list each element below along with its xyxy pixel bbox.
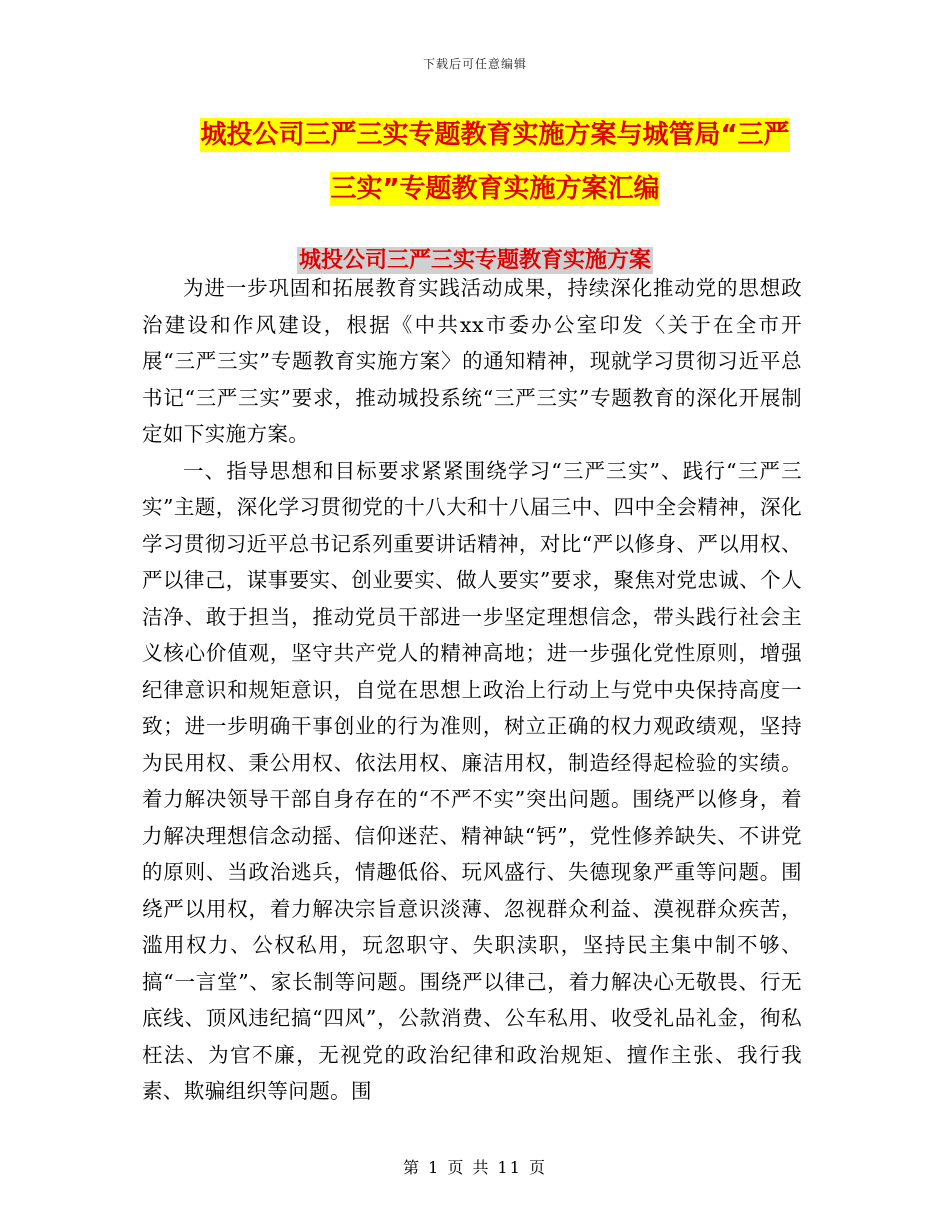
body-paragraph: 一、指导思想和目标要求紧紧围绕学习“三严三实”、践行“三严三实”主题，深化学习贯彻党的十八大和十八届三中、四中全会精神，深化学习贯彻习近平总书记系列重要讲话精神，对比“严以修身、严以用权、严以律己，谋事要实、创业要实、做人要实”要求，聚焦对党忠诚、个人洁净、敢于担当，推动党员干部进一步坚定理想信念，带头践行社会主义核心价值观，坚守共产党人的精神高地；进一步强化党性原则，增强纪律意识和规矩意识，自觉在思想上政治上行动上与党中央保持高度一致；进一步明确干事创业的行为准则，树立正确的权力观政绩观，坚持为民用权、秉公用权、依法用权、廉洁用权，制造经得起检验的实绩。着力解决领导干部自身存在的“不严不实”突出问题。围绕严以修身，着力解决理想信念动摇、信仰迷茫、精神缺“钙”，党性修养缺失、不讲党的原则、当政治逃兵，情趣低俗、玩风盛行、失德现象严重等问题。围绕严以用权，着力解决宗旨意识淡薄、忽视群众利益、漠视群众疾苦，滥用权力、公权私用，玩忽职守、失职渎职，坚持民主集中制不够、搞“一言堂”、家长制等问题。围绕严以律己，着力解决心无敬畏、行无底线、顶风违纪搞“四风”，公款消费、公车私用、收受礼品礼金，徇私枉法、为官不廉，无视党的政治纪律和政治规矩、擅作主张、我行我素、欺骗组织等问题。围 <box>142 458 802 1103</box>
document-title-line1: 城投公司三严三实专题教育实施方案与城管局“三严 <box>200 120 790 150</box>
body-paragraph: 为进一步巩固和拓展教育实践活动成果，持续深化推动党的思想政治建设和作风建设，根据《中共xx市委办公室印发〈关于在全市开展“三严三实”专题教育实施方案〉的通知精神，现就学习贯彻习近平总书记“三严三实”要求，推动城投系统“三严三实”专题教育的深化开展制定如下实施方案。 <box>142 276 802 446</box>
document-title-line2: 三实”专题教育实施方案汇编 <box>330 174 660 204</box>
document-title <box>150 108 840 216</box>
document-body <box>142 270 802 1110</box>
page-number-footer: 第 1 页 共 11 页 <box>403 1158 547 1177</box>
header-note: 下载后可任意编辑 <box>422 57 527 71</box>
section-title-text: 城投公司三严三实专题教育实施方案 <box>298 248 651 273</box>
